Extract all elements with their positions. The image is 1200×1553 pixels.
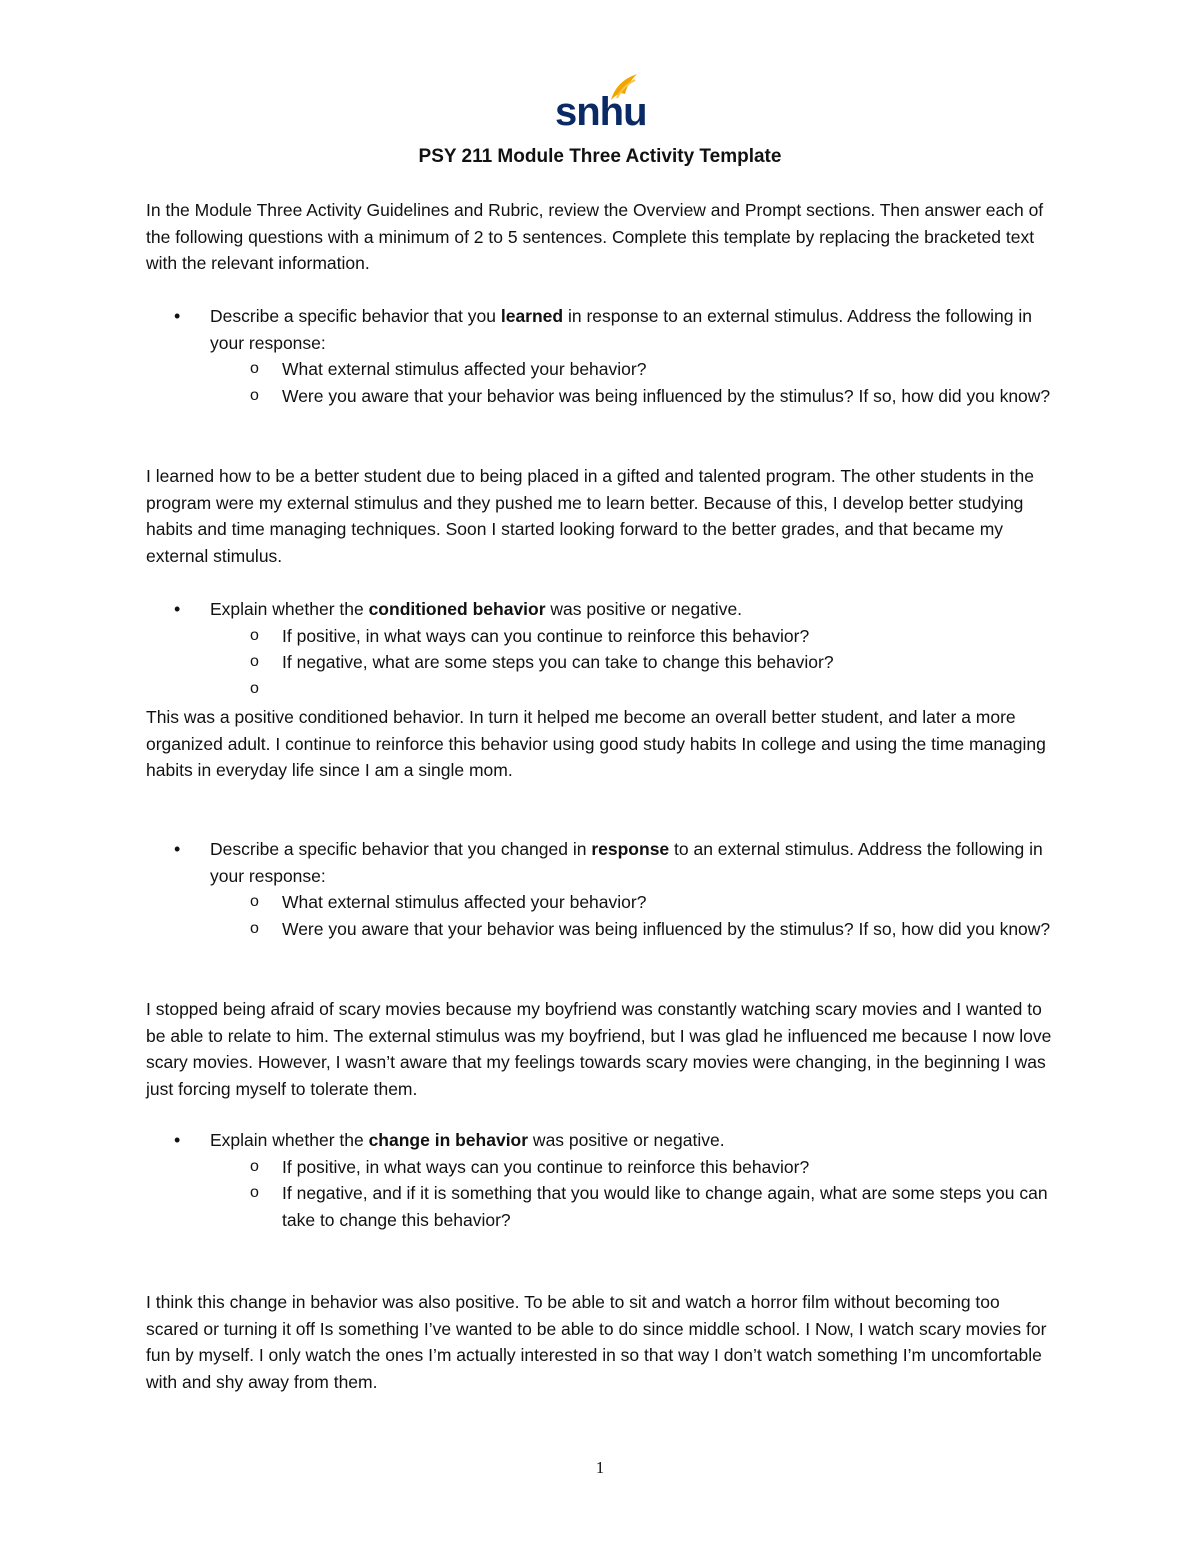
question-1 bbox=[146, 303, 1056, 409]
question-4-text: • Explain whether the change in behavior was positive or negative. bbox=[146, 1127, 1056, 1154]
intro-block bbox=[146, 197, 1056, 277]
question-1-sub-1: o What external stimulus affected your behavior? bbox=[146, 356, 1056, 383]
question-2-sub-1: o If positive, in what ways can you continue to reinforce this behavior? bbox=[146, 623, 1056, 650]
logo-wordmark: snhu bbox=[555, 90, 647, 134]
answer-1 bbox=[146, 463, 1056, 569]
question-4-sub-1: o If positive, in what ways can you continue to reinforce this behavior? bbox=[146, 1154, 1056, 1181]
page-number: 1 bbox=[595, 1458, 605, 1477]
question-1-text: • Describe a specific behavior that you learned in response to an external stimulus. Address the following in your response: bbox=[146, 303, 1056, 356]
question-3 bbox=[146, 836, 1056, 942]
question-1-sub-2: o Were you aware that your behavior was being influenced by the stimulus? If so, how did you know? bbox=[146, 383, 1056, 410]
answer-2-text: This was a positive conditioned behavior. In turn it helped me become an overall better student, and later a more organized adult. I continue to reinforce this behavior using good study habits In college and using the time managing habits in everyday life since I am a single mom. bbox=[146, 707, 1046, 780]
intro-paragraph: In the Module Three Activity Guidelines and Rubric, review the Overview and Prompt sections. Then answer each of the following questions with a minimum of 2 to 5 sentences. Complete this template by replacing the bracketed text with the relevant information. bbox=[146, 200, 1044, 273]
question-3-sub-2: o Were you aware that your behavior was being influenced by the stimulus? If so, how did you know? bbox=[146, 916, 1056, 943]
question-2-sub-3 bbox=[146, 676, 1056, 703]
question-2-text: • Explain whether the conditioned behavior was positive or negative. bbox=[146, 596, 1056, 623]
answer-4 bbox=[146, 1289, 1056, 1395]
question-2-sub-2: o If negative, what are some steps you can take to change this behavior? bbox=[146, 649, 1056, 676]
question-3-text: • Describe a specific behavior that you changed in response to an external stimulus. Address the following in your response: bbox=[146, 836, 1056, 889]
answer-4-text: I think this change in behavior was also positive. To be able to sit and watch a horror film without becoming too scared or turning it off Is something I’ve wanted to be able to do since middle school. I Now, I watch scary movies for fun by myself. I only watch the ones I’m actually interested in so that way I don’t watch something I’m uncomfortable with and shy away from them. bbox=[146, 1292, 1047, 1392]
question-3-sub-1: o What external stimulus affected your behavior? bbox=[146, 889, 1056, 916]
answer-1-text: I learned how to be a better student due to being placed in a gifted and talented program. The other students in the program were my external stimulus and they pushed me to learn better. Because of this, I develop better studying habits and time managing techniques. Soon I started looking forward to the better grades, and that became my external stimulus. bbox=[146, 466, 1034, 566]
question-2 bbox=[146, 596, 1056, 702]
answer-3 bbox=[146, 996, 1056, 1102]
snhu-logo bbox=[555, 72, 647, 134]
question-4 bbox=[146, 1127, 1056, 1233]
question-4-sub-2: o If negative, and if it is something that you would like to change again, what are some steps you can take to change this behavior? bbox=[146, 1180, 1056, 1233]
answer-3-text: I stopped being afraid of scary movies because my boyfriend was constantly watching scary movies and I wanted to be able to relate to him. The external stimulus was my boyfriend, but I was glad he influenced me because I now love scary movies. However, I wasn’t aware that my feelings towards scary movies were changing, in the beginning I was just forcing myself to tolerate them. bbox=[146, 999, 1052, 1099]
document-title: PSY 211 Module Three Activity Template bbox=[418, 146, 782, 167]
answer-2 bbox=[146, 704, 1056, 784]
